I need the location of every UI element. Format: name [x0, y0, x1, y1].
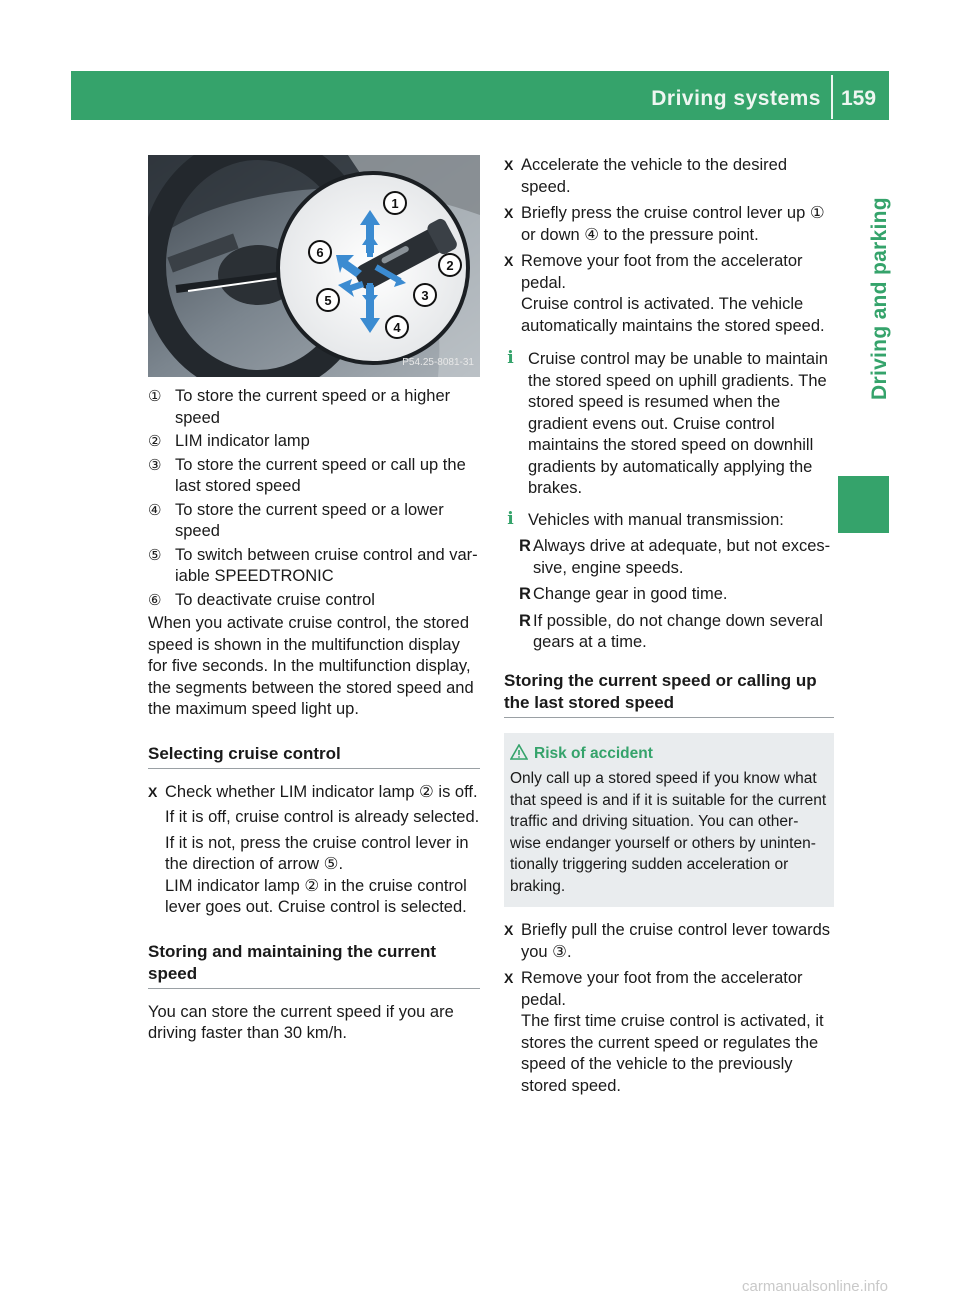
list-item [504, 536, 834, 579]
steering-wheel-illustration [148, 155, 480, 377]
right-column [504, 155, 834, 1102]
page-header [71, 71, 889, 120]
info-text: Cruise control may be unable to maintain the stored speed on uphill gradients. The stored speed is resumed when the gradient evens out. Cruise control maintains the stored speed on downhill gradients by automatically applying the brakes. [528, 350, 828, 497]
legend-text: To store the current speed or call up the last stored speed [175, 455, 466, 495]
bullet-marker: R [519, 537, 531, 555]
instruction-step [504, 155, 834, 198]
svg-text:2: 2 [446, 258, 454, 273]
cruise-control-figure [148, 155, 480, 377]
instruction-step [504, 203, 834, 246]
heading-selecting-cruise-control: Selecting cruise control [148, 743, 480, 769]
page-number: 159 [841, 87, 877, 110]
warning-triangle-icon [510, 744, 528, 760]
svg-text:3: 3 [421, 288, 429, 303]
bullet-marker: R [519, 585, 531, 603]
step-result: Cruise control is activated. The vehicle automatically maintains the stored speed. [521, 295, 825, 335]
step-text: Briefly press the cruise control lever up ① or down ④ to the pressure point. [521, 204, 825, 244]
bullet-marker: R [519, 611, 531, 630]
step-marker: X [504, 205, 514, 221]
chapter-tab-label: Driving and parking [868, 197, 891, 400]
svg-text:1: 1 [391, 196, 399, 211]
figure-code: P54.25-8081-31 [402, 356, 474, 368]
legend-number: ⑤ [148, 546, 162, 564]
legend-item [148, 545, 480, 588]
legend-number: ④ [148, 501, 162, 519]
legend-text: To store the current speed or a higher speed [175, 387, 451, 427]
info-note [504, 510, 834, 532]
legend-item [148, 386, 480, 429]
instruction-step [504, 920, 834, 963]
info-icon: i [507, 348, 514, 368]
legend-text: To deactivate cruise control [175, 590, 375, 609]
warning-title-text: Risk of accident [534, 744, 653, 762]
section-title: Driving systems [651, 87, 821, 110]
bullet-text: Change gear in good time. [533, 585, 728, 603]
legend-text: To store the current speed or a lower speed [175, 500, 444, 540]
footer-watermark: carmanualsonline.info [742, 1278, 888, 1295]
step-result: The first time cruise control is activated, it stores the current speed or regulates the speed of the vehicle to the previously stored speed. [521, 1012, 824, 1095]
instruction-step [504, 968, 834, 1097]
legend-text: LIM indicator lamp [175, 432, 310, 450]
intro-paragraph: When you activate cruise control, the stored speed is shown in the multifunction display for five seconds. In the multifunction display, the segments between the stored speed and the maximum speed light up. [148, 614, 474, 718]
storing-paragraph: You can store the current speed if you are driving faster than 30 km/h. [148, 1002, 454, 1042]
legend-number: ① [148, 388, 162, 405]
chapter-tab-marker [838, 476, 889, 533]
left-column [148, 155, 480, 1045]
legend-number: ② [148, 433, 162, 450]
figure-legend [148, 386, 480, 611]
heading-storing-maintaining: Storing and maintaining the current speed [148, 941, 480, 989]
step-text: Accelerate the vehicle to the desired speed. [521, 156, 787, 196]
info-note [504, 349, 834, 500]
step-marker: X [148, 783, 158, 800]
header-divider [831, 75, 833, 119]
bullet-text: If possible, do not change down several gears at a time. [533, 611, 823, 651]
step-marker: X [504, 253, 514, 269]
step-marker: X [504, 970, 514, 986]
svg-text:6: 6 [316, 245, 324, 260]
step-text: Briefly pull the cruise control lever towards you ③. [521, 921, 831, 961]
step-result: LIM indicator lamp ② in the cruise control lever goes out. Cruise control is selected. [165, 876, 467, 916]
warning-text: Only call up a stored speed if you know what that speed is and if it is suitable for the current traffic and driving situation. You can other-wise endanger yourself or others by uninten-tionally triggering sudden acceleration or braking. [510, 770, 827, 895]
info-text: Vehicles with manual transmission: [528, 510, 784, 529]
instruction-step [504, 251, 834, 337]
step-result: If it is not, press the cruise control lever in the direction of arrow ⑤. [165, 833, 469, 873]
legend-text: To switch between cruise control and var-iable SPEEDTRONIC [175, 545, 478, 585]
info-icon: i [507, 508, 514, 529]
instruction-step [148, 782, 480, 919]
bullet-text: Always drive at adequate, but not exces-sive, engine speeds. [533, 537, 831, 577]
step-text: Remove your foot from the accelerator pedal. [521, 252, 803, 292]
legend-item [148, 455, 480, 498]
svg-text:5: 5 [324, 293, 332, 308]
warning-box [504, 733, 834, 908]
svg-text:4: 4 [393, 320, 401, 335]
step-text: Check whether LIM indicator lamp ② is off. [165, 782, 478, 801]
heading-calling-up-speed: Storing the current speed or calling up the last stored speed [504, 670, 834, 718]
legend-item [148, 590, 480, 612]
legend-number: ③ [148, 456, 162, 474]
list-item [504, 584, 834, 606]
legend-item [148, 431, 480, 453]
list-item [504, 611, 834, 654]
step-text: Remove your foot from the accelerator pedal. [521, 969, 803, 1009]
step-marker: X [504, 157, 514, 173]
legend-number: ⑥ [148, 591, 162, 609]
legend-item [148, 500, 480, 543]
step-marker: X [504, 922, 514, 938]
warning-title [534, 743, 828, 765]
step-result: If it is off, cruise control is already selected. [165, 808, 480, 826]
